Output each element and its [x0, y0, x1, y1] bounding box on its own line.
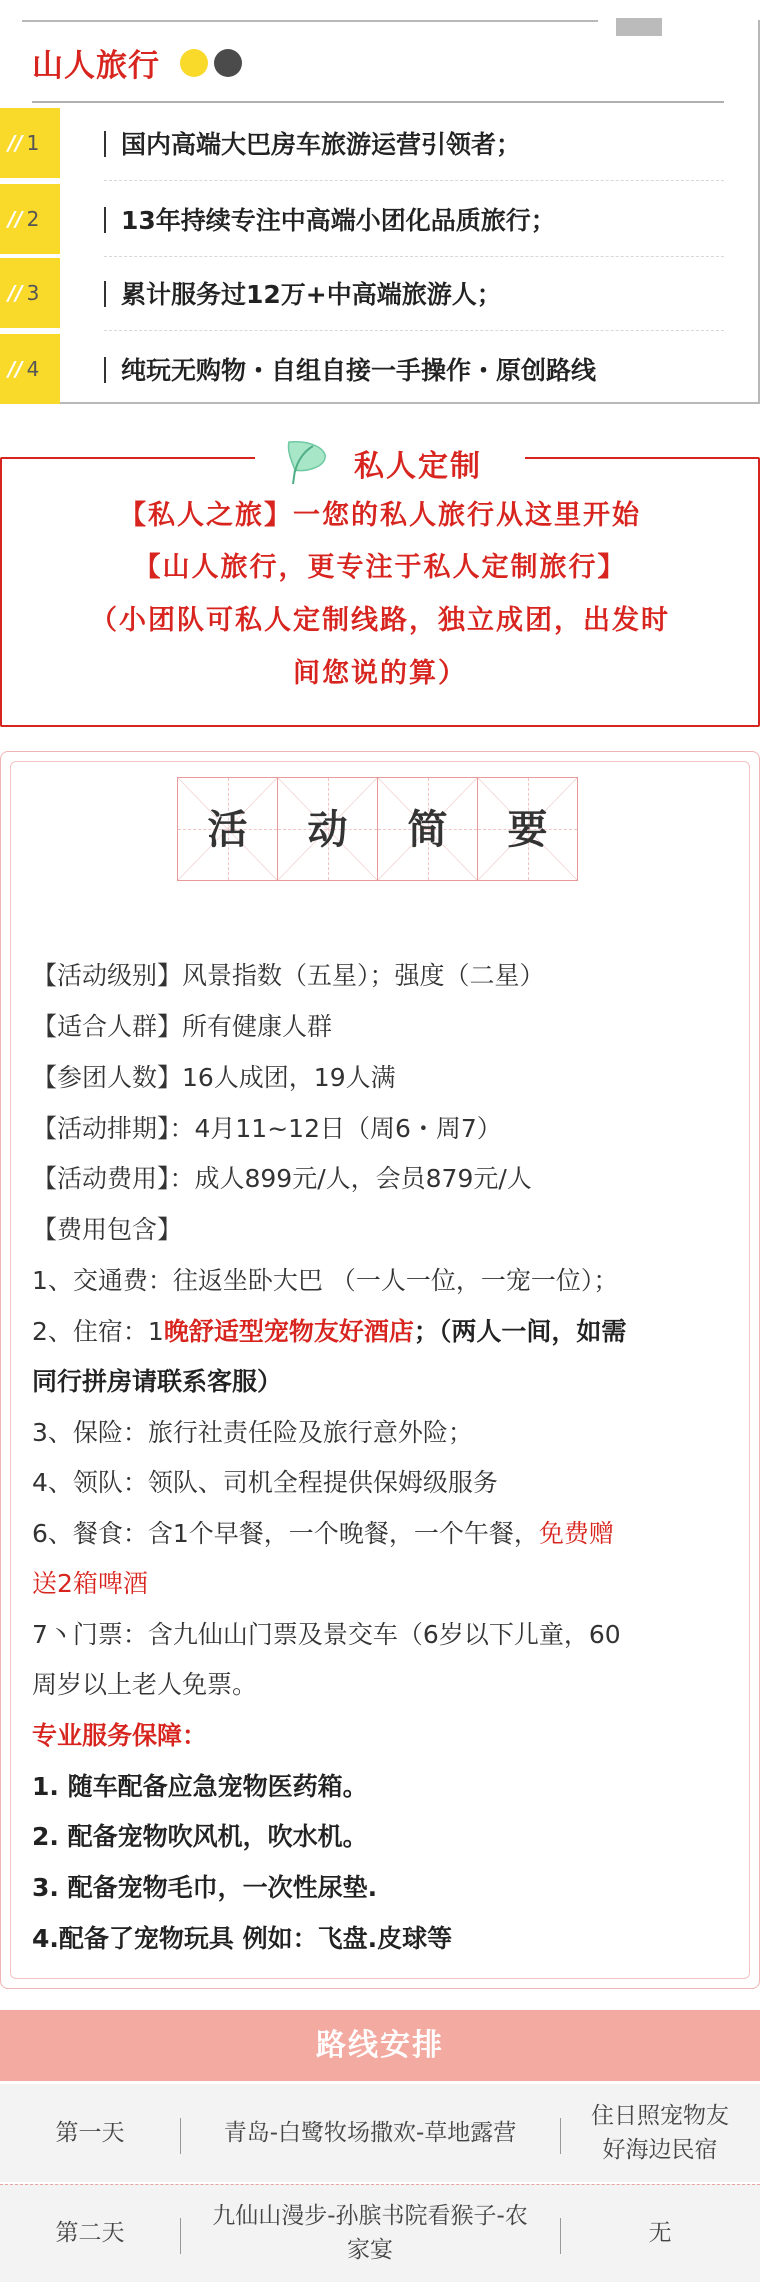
group-size: 【参团人数】16人成团，19人满 [32, 1063, 396, 1092]
title-grid-cell: 要 [477, 777, 578, 881]
route-row [0, 2084, 760, 2182]
feature-item [0, 108, 760, 184]
title-grid-cell: 活 [177, 777, 278, 881]
free-beer-highlight: 免费赠 [538, 1519, 614, 1548]
card-border-top [22, 20, 598, 22]
custom-line: 间您说的算） [293, 658, 467, 689]
feature-bar [104, 207, 106, 233]
brand-title: 山人旅行 [32, 48, 160, 84]
brand-card [0, 0, 760, 405]
service-item: 2. 配备宠物吹风机，吹水机。 [32, 1822, 368, 1851]
route-day: 第二天 [55, 2220, 125, 2246]
target-crowd: 【适合人群】所有健康人群 [32, 1012, 333, 1041]
feature-bar [104, 131, 106, 157]
include-leader: 4、领队：领队、司机全程提供保姆级服务 [32, 1468, 498, 1497]
custom-line: 【山人旅行，更专注于私人定制旅行】 [133, 552, 627, 583]
route-row [0, 2184, 760, 2282]
hotel-highlight: 晚舒适型宠物友好酒店 [163, 1317, 414, 1346]
feature-number-badge: // 3 [0, 258, 60, 328]
summary-title [178, 777, 582, 881]
activity-level: 【活动级别】风景指数（五星）；强度（二星） [32, 961, 545, 990]
route-header: 路线安排 [0, 2010, 760, 2081]
includes-label: 【费用包含】 [32, 1215, 183, 1244]
service-item: 3. 配备宠物毛巾，一次性尿垫. [32, 1873, 378, 1902]
title-underline [32, 101, 724, 103]
title-grid-cell: 简 [377, 777, 478, 881]
feature-text: 13年持续专注中高端小团化品质旅行； [121, 206, 556, 235]
route-stay: 住日照宠物友 好海边民宿 [591, 2103, 729, 2163]
service-item: 1. 随车配备应急宠物医药箱。 [32, 1772, 368, 1801]
feature-divider [104, 180, 724, 181]
fee: 【活动费用】：成人899元/人，会员879元/人 [32, 1164, 532, 1193]
dark-dot-icon [214, 49, 242, 77]
feature-item [0, 184, 760, 260]
custom-line: （小团队可私人定制线路，独立成团，出发时 [90, 605, 670, 636]
feature-item [0, 334, 760, 410]
schedule: 【活动排期】：4月11~12日（周6・周7） [32, 1114, 502, 1143]
feature-item [0, 258, 760, 334]
corner-tag [616, 18, 662, 36]
service-item: 4.配备了宠物玩具 例如：飞盘.皮球等 [32, 1924, 453, 1953]
feature-number-badge: // 2 [0, 184, 60, 254]
include-tickets: 7丶门票：含九仙山门票及景交车（6岁以下儿童，60 [32, 1620, 621, 1649]
feature-number-badge: // 1 [0, 108, 60, 178]
custom-heading: 私人定制 [354, 449, 482, 484]
feature-bar [104, 281, 106, 307]
feature-text: 纯玩无购物・自组自接一手操作・原创路线 [121, 356, 597, 385]
title-grid-cell: 动 [277, 777, 378, 881]
include-hotel: 2、住宿：1晚舒适型宠物友好酒店；（两人一间，如需 [32, 1317, 627, 1346]
include-insurance: 3、保险：旅行社责任险及旅行意外险； [32, 1418, 473, 1447]
feature-bar [104, 357, 106, 383]
feature-text: 国内高端大巴房车旅游运营引领者； [121, 130, 522, 159]
yellow-dot-icon [180, 49, 208, 77]
include-hotel-note: 同行拼房请联系客服） [32, 1367, 283, 1396]
route-stay: 无 [648, 2220, 672, 2246]
leaf-icon [283, 436, 331, 488]
feature-number-badge: // 4 [0, 334, 60, 404]
route-path: 青岛-白鹭牧场撒欢-草地露营 [223, 2120, 517, 2146]
include-tickets-cont: 周岁以上老人免票。 [32, 1670, 258, 1699]
feature-text: 累计服务过12万+中高端旅游人； [121, 280, 502, 309]
service-title: 专业服务保障： [32, 1721, 208, 1750]
feature-divider [104, 330, 724, 331]
route-day: 第一天 [55, 2120, 125, 2146]
include-meals-cont: 送2箱啤酒 [32, 1569, 148, 1598]
custom-line: 【私人之旅】一您的私人旅行从这里开始 [119, 500, 641, 531]
route-path: 九仙山漫步-孙膑书院看猴子-农 家宴 [212, 2203, 528, 2263]
feature-divider [104, 256, 724, 257]
include-meals: 6、餐食：含1个早餐，一个晚餐，一个午餐，免费赠 [32, 1519, 614, 1548]
include-transport: 1、交通费：往返坐卧大巴 （一人一位，一宠一位）； [32, 1266, 619, 1295]
